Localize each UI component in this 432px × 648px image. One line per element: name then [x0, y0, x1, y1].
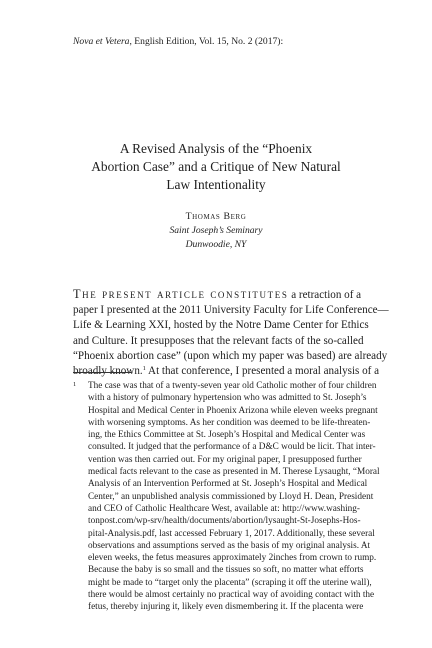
body-line-6-tail: At that conference, I presented a moral analysis of a: [145, 365, 380, 378]
footnote-line: medical facts relevant to the case as presented in M. Therese Lysaught, “Moral: [88, 467, 380, 478]
footnote-line: with a history of pulmonary hypertension who was admitted to St. Joseph’s: [88, 393, 367, 404]
footnote-reference[interactable]: 1: [142, 365, 146, 373]
footnote-line: Because the baby is so small and the tissues so soft, no matter what efforts: [88, 565, 364, 576]
body-text: [73, 287, 389, 379]
journal-name: Nova et Vetera: [73, 36, 130, 47]
footnote-line: vention was then carried out. For my original paper, I presupposed further: [88, 454, 362, 465]
footnote-number: 1: [73, 381, 77, 388]
author-name: Thomas Berg: [185, 211, 247, 222]
body-line-1-text: a retraction of a: [288, 289, 362, 301]
body-line-2: paper I presented at the 2011 University Faculty for Life Conference—: [73, 304, 389, 317]
affiliation-location: Dunwoodie, NY: [185, 239, 247, 250]
footnote-line: pital-Analysis.pdf, last accessed February 1, 2017. Additionally, these several: [88, 528, 375, 539]
affiliation-institution: Saint Joseph’s Seminary: [169, 225, 263, 236]
footnote-line: ing, the Ethics Committee at St. Joseph’s Hospital and Medical Center was: [88, 430, 366, 441]
title-line-2: Abortion Case” and a Critique of New Natural: [91, 159, 341, 174]
body-line-6-text: broadly known.: [73, 365, 143, 378]
footnote-line: there would be almost certainly no practical way of avoiding contact with the: [88, 590, 375, 601]
footnote-line: and CEO of Catholic Healthcare West, available at: http://www.washing-: [88, 503, 360, 514]
footnote-line: eleven weeks, the fetus measures approximately 2inches from crown to rump.: [88, 553, 377, 564]
footnote-line: Analysis of an Intervention Performed at St. Joseph’s Hospital and Medical: [88, 479, 368, 490]
footnote-line: observations and assumptions served as the basis of my original analysis. At: [88, 540, 371, 551]
footnote-divider: [73, 372, 131, 373]
body-line-1: [73, 287, 360, 303]
body-line-4: and Culture. It presupposes that the relevant facts of the so-called: [73, 334, 364, 347]
body-line-3: Life & Learning XXI, hosted by the Notre Dame Center for Ethics: [73, 319, 369, 332]
footnote-line: consulted. It judged that the performance of a D&C would be licit. That inter-: [88, 442, 376, 453]
title-line-1: A Revised Analysis of the “Phoenix: [119, 141, 313, 156]
footnote-line: Center,” an unpublished analysis commissioned by Lloyd H. Dean, President: [88, 491, 374, 502]
journal-volume-info: , English Edition, Vol. 15, No. 2 (2017):: [129, 36, 284, 47]
footnote-line: fetus, thereby injuring it, likely even dismembering it. If the placenta were: [88, 602, 364, 613]
footnote-line: The case was that of a twenty-seven year old Catholic mother of four children: [88, 381, 377, 391]
body-line-5: “Phoenix abortion case” (upon which my paper was based) are already: [73, 349, 388, 362]
footnote-text: [88, 380, 380, 614]
opening-words: The present article constitutes: [73, 287, 289, 301]
article-title: [60, 140, 372, 194]
footnote-line: tonpost.com/wp-srv/health/documents/abortion/lysaught-St-Josephs-Hos-: [88, 516, 361, 527]
footnote-line: with worsening symptoms. As her condition was deemed to be life-threaten-: [88, 417, 371, 428]
footnote-line: might be made to “target only the placenta” (scraping it off the uterine wall),: [88, 577, 372, 588]
running-header: [73, 36, 283, 47]
footnote-line: Hospital and Medical Center in Phoenix Arizona while eleven weeks pregnant: [88, 405, 378, 416]
title-line-3: Law Intentionality: [166, 177, 266, 192]
